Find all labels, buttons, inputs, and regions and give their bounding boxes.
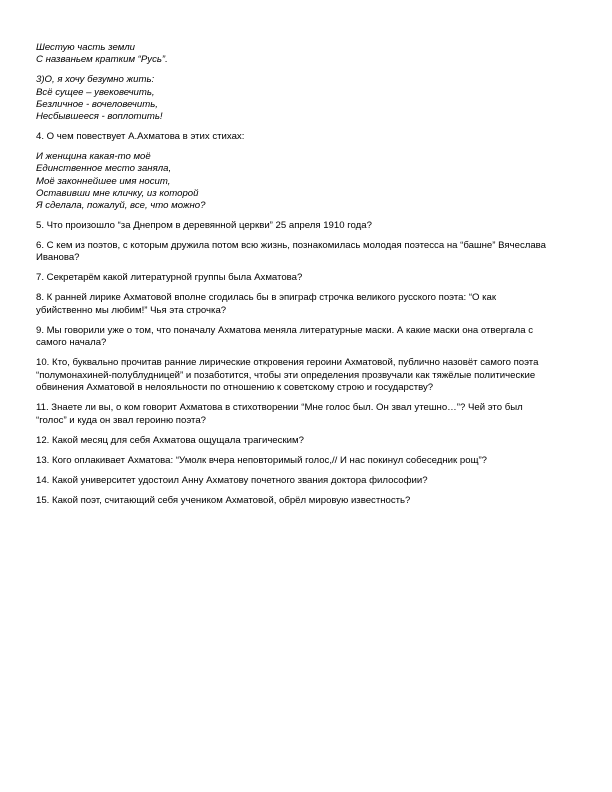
question-line: 10. Кто, буквально прочитав ранние лирические откровения героини Ахматовой, публично назовёт самого поэта	[36, 357, 539, 369]
verse-line: Шестую часть земли	[36, 42, 136, 53]
question-11	[36, 402, 576, 427]
question-line: “голос” и куда он звал героиню поэта?	[36, 414, 206, 426]
verse-line: И женщина какая-то моё	[36, 150, 151, 162]
verse-3	[36, 74, 576, 124]
intro-verse	[36, 42, 576, 67]
verse-line: Несбывшееся - воплотить!	[36, 111, 163, 123]
question-line: 15. Какой поэт, считающий себя учеником Ахматовой, обрёл мировую известность?	[36, 494, 411, 506]
verse-line: Оставивши мне кличку, из которой	[36, 187, 199, 199]
verse-line: Безличное - вочеловечить,	[36, 98, 158, 110]
question-line: Иванова?	[36, 252, 80, 264]
question-13	[36, 455, 576, 467]
question-line: 13. Кого оплакивает Ахматова: “Умолк вчера неповторимый голос,// И нас покинул собеседник рощ”?	[36, 454, 487, 466]
question-line: убийственно мы любим!” Чья эта строчка?	[36, 304, 227, 316]
question-9	[36, 325, 576, 350]
verse-line: Моё законнейшее имя носит,	[36, 175, 171, 187]
question-line: самого начала?	[36, 337, 107, 349]
verse-4	[36, 151, 576, 213]
verse-line: 3)О, я хочу безумно жить:	[36, 74, 155, 86]
question-6	[36, 240, 576, 265]
page-content	[36, 42, 576, 515]
question-line: 9. Мы говорили уже о том, что поначалу Ахматова меняла литературные маски. А какие маски она отвергала с	[36, 324, 534, 336]
question-10	[36, 357, 576, 394]
question-line: 7. Секретарём какой литературной группы была Ахматова?	[36, 272, 303, 284]
question-text: 4. О чем повествует А.Ахматова в этих стихах:	[36, 131, 245, 143]
question-7	[36, 272, 576, 284]
question-12	[36, 435, 576, 447]
question-8	[36, 292, 576, 317]
question-15	[36, 495, 576, 507]
question-5	[36, 220, 576, 232]
verse-line: Единственное место заняла,	[36, 163, 172, 175]
question-line: 5. Что произошло “за Днепром в деревянной церкви” 25 апреля 1910 года?	[36, 220, 372, 232]
question-4	[36, 131, 576, 143]
question-line: 6. С кем из поэтов, с которым дружила потом всю жизнь, познакомилась молодая поэтесса на “башне” Вячеслава	[36, 240, 547, 252]
question-line: 14. Какой университет удостоил Анну Ахматову почетного звания доктора философии?	[36, 474, 428, 486]
question-line: “полумонахиней-полублудницей” и позаботится, чтобы эти определения прозвучали как тяжёлые политические	[36, 369, 536, 381]
question-14	[36, 475, 576, 487]
questions-list	[36, 220, 576, 507]
question-line: обвинения Ахматовой в нелояльности по отношению к советскому строю и государству?	[36, 382, 434, 394]
question-line: 8. К ранней лирике Ахматовой вполне сгодилась бы в эпиграф строчка великого русского поэта: “О как	[36, 292, 497, 304]
question-line: 11. Знаете ли вы, о ком говорит Ахматова в стихотворении “Мне голос был. Он звал утешно…”? Чей это был	[36, 402, 523, 414]
question-line: 12. Какой месяц для себя Ахматова ощущала трагическим?	[36, 434, 304, 446]
verse-line: С названьем кратким “Русь”.	[36, 54, 168, 66]
verse-line: Я сделала, пожалуй, все, что можно?	[36, 200, 206, 212]
verse-line: Всё сущее – увековечить,	[36, 86, 155, 98]
